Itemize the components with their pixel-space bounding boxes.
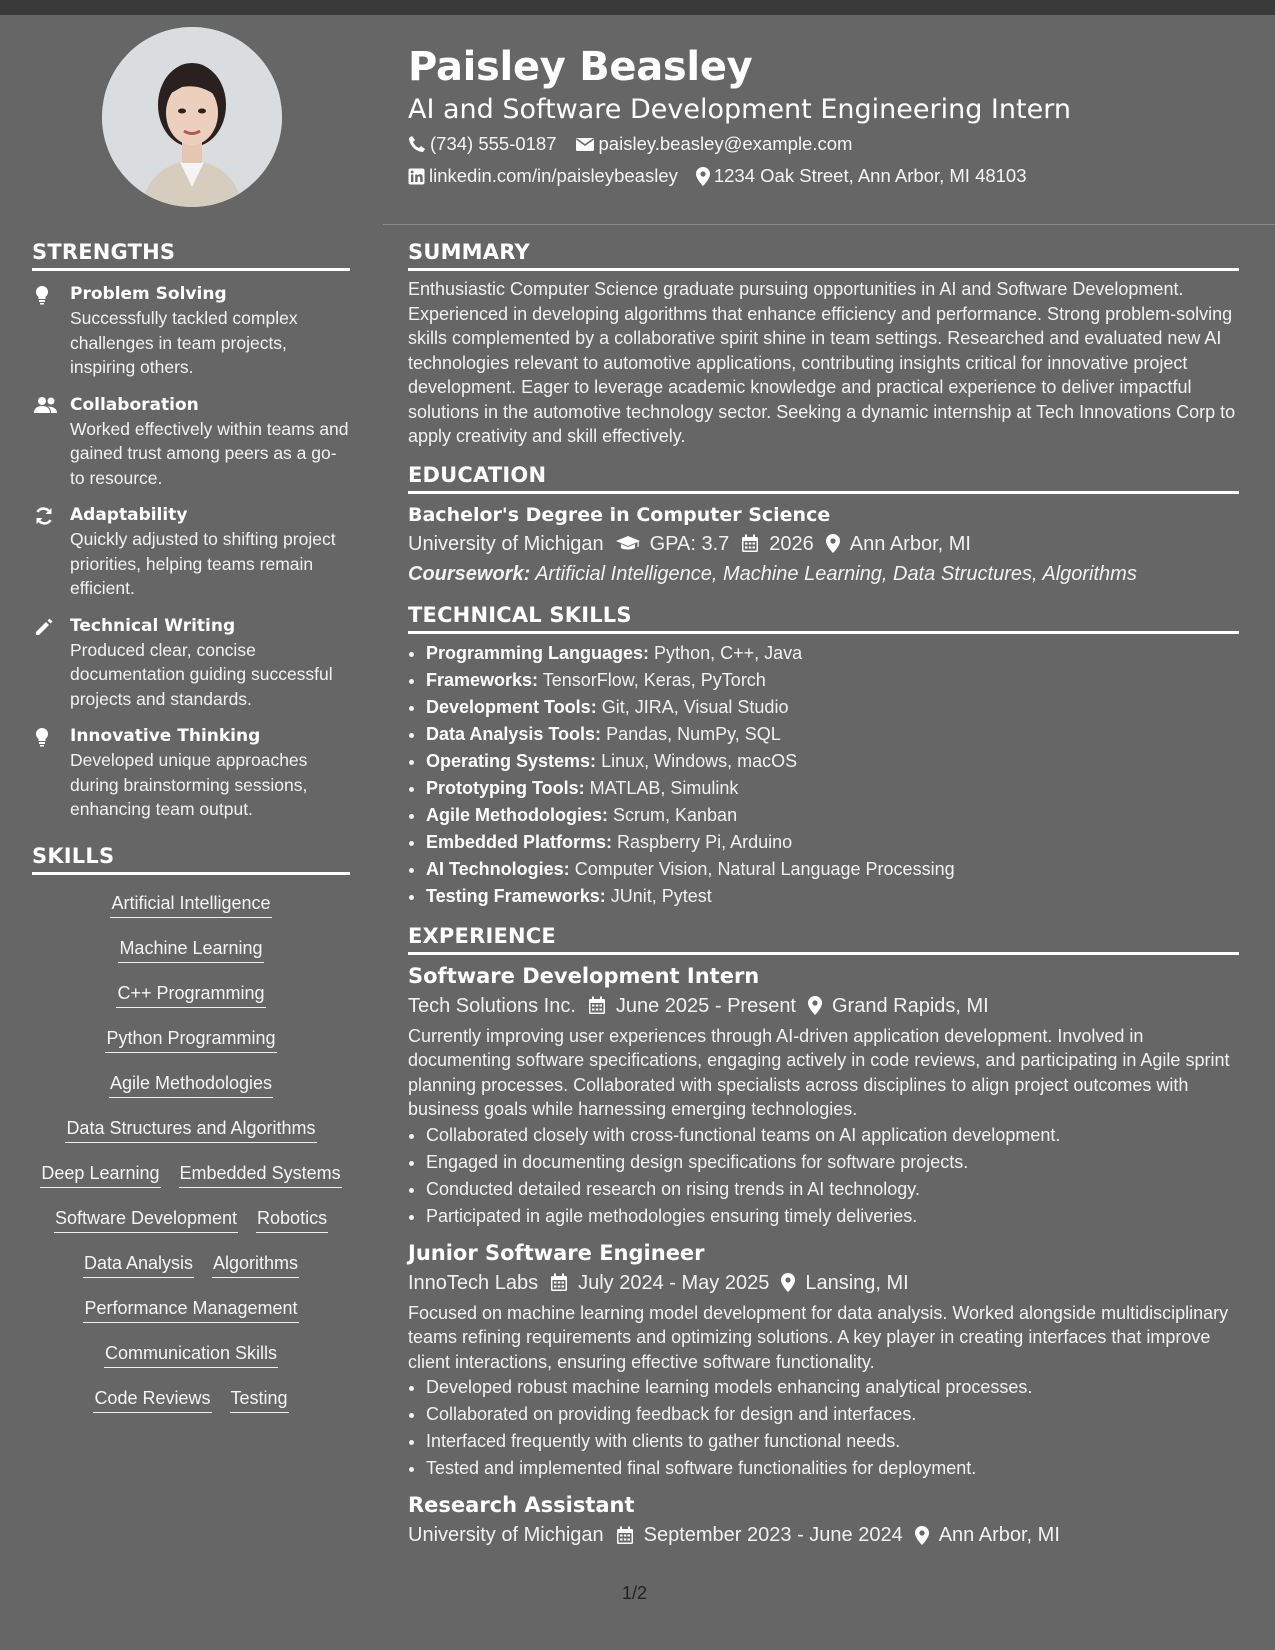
job-title: Junior Software Engineer <box>408 1240 705 1265</box>
strength-name: Collaboration <box>70 394 199 415</box>
resume-page <box>0 15 1275 1650</box>
address-text: 1234 Oak Street, Ann Arbor, MI 48103 <box>713 165 1027 186</box>
graduation-cap-icon <box>616 535 640 553</box>
summary-title: SUMMARY <box>408 240 1239 271</box>
company-name: Tech Solutions Inc. <box>408 994 576 1017</box>
strengths-list <box>32 282 352 822</box>
skill-tag: Agile Methodologies <box>109 1071 273 1098</box>
job-location: Lansing, MI <box>805 1271 909 1294</box>
skill-value: MATLAB, Simulink <box>589 777 739 798</box>
candidate-name: Paisley Beasley <box>408 44 753 90</box>
skill-tag: Testing <box>230 1386 289 1413</box>
skill-tag: Code Reviews <box>93 1386 211 1413</box>
strength-name: Adaptability <box>70 505 188 525</box>
job-dates: July 2024 - May 2025 <box>578 1271 770 1294</box>
skill-value: Linux, Windows, macOS <box>601 750 798 771</box>
list-item <box>426 802 1239 829</box>
list-item <box>426 667 1239 694</box>
calendar-icon <box>588 996 606 1015</box>
location-pin-icon <box>696 167 710 186</box>
users-icon <box>32 393 70 491</box>
list-item: • Participated in agile methodologies ensuring timely deliveries. <box>426 1203 1239 1230</box>
list-item <box>426 748 1239 775</box>
coursework-text: Artificial Intelligence, Machine Learning, Data Structures, Algorithms <box>535 562 1137 585</box>
skill-tag: C++ Programming <box>116 981 265 1008</box>
skill-value: Scrum, Kanban <box>613 804 738 825</box>
skill-tag: Communication Skills <box>104 1341 278 1368</box>
skill-label: Testing Frameworks: <box>426 885 606 906</box>
contact-line <box>408 128 1238 160</box>
skill-label: Agile Methodologies: <box>426 804 608 825</box>
skill-label: Operating Systems: <box>426 750 597 771</box>
strength-item <box>32 614 352 712</box>
job-description: Focused on machine learning model development for data analysis. Worked alongside multidisciplinary teams refining requirements and optimizing solutions. A key player in creating interfaces that improve client interactions, ensuring effective software functionality. <box>408 1302 1229 1372</box>
job-location: Grand Rapids, MI <box>832 994 989 1017</box>
skill-label: Development Tools: <box>426 696 597 717</box>
profile-photo <box>102 27 282 207</box>
list-item <box>426 856 1239 883</box>
skill-tag: Data Analysis <box>83 1251 194 1278</box>
list-item: • Collaborated closely with cross-functional teams on AI application development. <box>426 1122 1239 1149</box>
location-pin-icon <box>808 996 822 1015</box>
degree-title: Bachelor's Degree in Computer Science <box>408 503 831 526</box>
school-name: University of Michigan <box>408 532 604 555</box>
coursework-label: Coursework: <box>408 562 531 585</box>
company-name: InnoTech Labs <box>408 1271 539 1294</box>
skill-label: Frameworks: <box>426 669 539 690</box>
top-bar <box>0 0 1275 15</box>
contact-line <box>408 160 1238 192</box>
skill-value: Pandas, NumPy, SQL <box>606 723 781 744</box>
candidate-role: AI and Software Development Engineering Intern <box>408 94 1071 125</box>
school-location: Ann Arbor, MI <box>849 532 971 555</box>
strength-desc: Successfully tackled complex challenges in team projects, inspiring others. <box>70 308 298 377</box>
lightbulb-icon <box>32 724 70 822</box>
calendar-icon <box>550 1273 568 1292</box>
experience-section <box>408 924 1239 1551</box>
skill-tag: Algorithms <box>212 1251 299 1278</box>
location-pin-icon <box>826 534 840 553</box>
linkedin-icon <box>408 168 425 185</box>
list-item: • Collaborated on providing feedback for design and interfaces. <box>426 1401 1239 1428</box>
job-bullets <box>408 1374 1239 1482</box>
lightbulb-icon <box>32 282 70 380</box>
strength-name: Technical Writing <box>70 615 236 636</box>
job-title: Research Assistant <box>408 1493 635 1517</box>
email-text[interactable]: paisley.beasley@example.com <box>598 133 853 154</box>
list-item: • Developed robust machine learning models enhancing analytical processes. <box>426 1374 1239 1401</box>
job-bullets <box>408 1122 1239 1230</box>
skill-label: Programming Languages: <box>426 642 650 663</box>
job-entry <box>408 1490 1239 1550</box>
job-title: Software Development Intern <box>408 963 760 988</box>
calendar-icon <box>741 534 759 553</box>
location-pin-icon <box>915 1526 929 1545</box>
skills-title: SKILLS <box>32 844 350 875</box>
company-name: University of Michigan <box>408 1524 604 1546</box>
skill-value: TensorFlow, Keras, PyTorch <box>542 669 766 690</box>
graduation-year: 2026 <box>769 532 814 555</box>
summary-text: Enthusiastic Computer Science graduate pursuing opportunities in AI and Software Development. Experienced in developing algorithms that enhance efficiency and performance. Strong problem-solving skills complemented by a collaborative spirit shine in team settings. Researched and evaluated new AI technologies relevant to automotive applications, contributing insights critical for innovative project development. Eager to leverage academic knowledge and practical experience to deliver impactful solutions in the automotive technology sector. Seeking a dynamic internship at Tech Innovations Corp to apply creativity and skill effectively. <box>408 279 1236 446</box>
calendar-icon <box>616 1526 634 1545</box>
phone-icon <box>408 135 426 153</box>
strength-desc: Developed unique approaches during brainstorming sessions, enhancing team output. <box>70 750 308 819</box>
job-description: Currently improving user experiences through AI-driven application development. Involved in documenting software specifications, engaging actively in code reviews, and participating in Agile sprint planning processes. Collaborated with specialists across disciplines to align project outcomes with business goals while harnessing emerging technologies. <box>408 1025 1230 1119</box>
list-item <box>426 883 1239 910</box>
address-contact <box>696 160 1027 192</box>
summary-section <box>408 240 1239 449</box>
skill-label: AI Technologies: <box>426 858 570 879</box>
job-dates: September 2023 - June 2024 <box>643 1524 903 1546</box>
job-dates: June 2025 - Present <box>615 994 796 1017</box>
sidebar <box>32 27 352 1427</box>
job-meta <box>408 991 1239 1021</box>
main-column <box>408 240 1239 1564</box>
email-contact[interactable] <box>575 128 853 160</box>
skill-value: Computer Vision, Natural Language Processing <box>574 858 955 879</box>
strength-desc: Quickly adjusted to shifting project priorities, helping teams remain efficient. <box>70 529 336 598</box>
strength-item <box>32 724 352 822</box>
skill-label: Data Analysis Tools: <box>426 723 602 744</box>
skill-label: Prototyping Tools: <box>426 777 585 798</box>
experience-title: EXPERIENCE <box>408 924 1239 955</box>
resume-header <box>408 42 1238 192</box>
list-item: • Interfaced frequently with clients to gather functional needs. <box>426 1428 1239 1455</box>
skill-cloud <box>32 887 350 1427</box>
location-pin-icon <box>781 1273 795 1292</box>
strengths-title: STRENGTHS <box>32 240 350 271</box>
strength-item <box>32 503 352 601</box>
skill-tag: Embedded Systems <box>179 1161 342 1188</box>
gpa-text: GPA: 3.7 <box>649 532 730 555</box>
phone-text: (734) 555-0187 <box>430 133 557 154</box>
skill-value: Python, C++, Java <box>654 642 803 663</box>
strength-desc: Worked effectively within teams and gained trust among peers as a go-to resource. <box>70 418 349 488</box>
linkedin-contact[interactable] <box>408 160 678 192</box>
education-section <box>408 463 1239 589</box>
skill-tag: Data Structures and Algorithms <box>65 1116 316 1143</box>
sync-icon <box>32 503 70 601</box>
skill-label: Embedded Platforms: <box>426 831 613 852</box>
strength-name: Innovative Thinking <box>70 726 261 746</box>
list-item <box>426 694 1239 721</box>
linkedin-text[interactable]: linkedin.com/in/paisleybeasley <box>429 165 678 186</box>
education-meta <box>408 529 1239 559</box>
job-meta <box>408 1268 1239 1298</box>
coursework-line <box>408 559 1239 589</box>
envelope-icon <box>575 136 595 152</box>
pencil-icon <box>32 614 70 712</box>
list-item <box>426 775 1239 802</box>
skill-tag: Artificial Intelligence <box>110 891 271 918</box>
list-item: • Engaged in documenting design specifications for software projects. <box>426 1149 1239 1176</box>
technical-skills-title: TECHNICAL SKILLS <box>408 603 1239 634</box>
skill-value: JUnit, Pytest <box>610 885 712 906</box>
header-divider <box>383 224 1275 225</box>
job-meta <box>408 1520 1239 1550</box>
technical-skills-list <box>408 640 1239 910</box>
technical-skills-section <box>408 603 1239 910</box>
education-title: EDUCATION <box>408 463 1239 494</box>
strength-name: Problem Solving <box>70 284 227 304</box>
strength-desc: Produced clear, concise documentation guiding successful projects and standards. <box>70 639 333 709</box>
skill-value: Raspberry Pi, Arduino <box>617 831 793 852</box>
list-item <box>426 721 1239 748</box>
list-item <box>426 640 1239 667</box>
skill-tag: Python Programming <box>105 1026 276 1053</box>
skill-tag: Performance Management <box>83 1296 298 1323</box>
strength-item <box>32 282 352 380</box>
list-item: • Conducted detailed research on rising trends in AI technology. <box>426 1176 1239 1203</box>
page-number: 1/2 <box>622 1583 648 1603</box>
list-item <box>426 829 1239 856</box>
skill-tag: Deep Learning <box>40 1161 160 1188</box>
phone-contact <box>408 128 557 160</box>
skill-value: Git, JIRA, Visual Studio <box>601 696 789 717</box>
job-entry <box>408 1238 1239 1483</box>
list-item: • Tested and implemented final software functionalities for deployment. <box>426 1455 1239 1482</box>
strength-item <box>32 393 352 491</box>
skill-tag: Software Development <box>54 1206 238 1233</box>
job-entry <box>408 961 1239 1230</box>
skill-tag: Robotics <box>256 1206 328 1233</box>
job-location: Ann Arbor, MI <box>938 1524 1060 1546</box>
skill-tag: Machine Learning <box>118 936 263 963</box>
